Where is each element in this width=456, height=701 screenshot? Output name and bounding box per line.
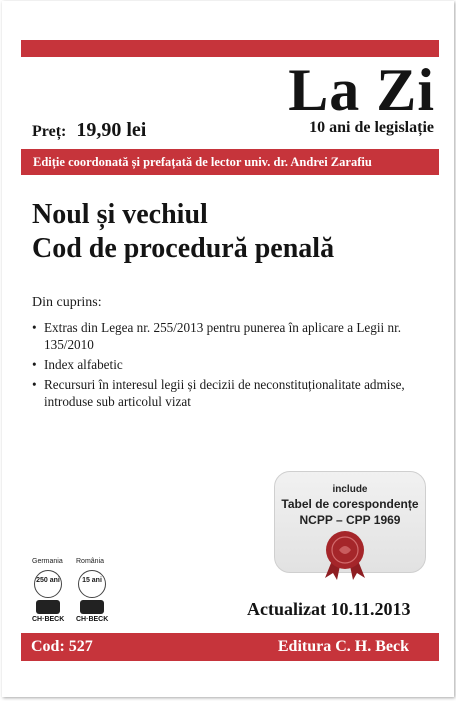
price-amount: 19,90 lei xyxy=(76,119,147,141)
badge-include: include xyxy=(332,484,368,495)
price-label: Preț: xyxy=(32,123,67,140)
book-title-line1: Noul și vechiul xyxy=(32,199,208,230)
publisher-name: Editura C. H. Beck xyxy=(277,638,409,655)
book-title-line2: Cod de procedură penală xyxy=(32,233,335,264)
list-item: • Extras din Legea nr. 255/2013 pentru punerea în aplicare a Legii nr. 135/2010 xyxy=(32,319,432,353)
badge-line2: NCPP – CPP 1969 xyxy=(299,513,401,527)
chbeck-logo-icon xyxy=(36,600,60,614)
logo-germany-name: CH·BECK xyxy=(32,616,65,623)
logo-romania-label: România xyxy=(76,558,105,565)
badge-line1: Tabel de corespondențe xyxy=(281,497,419,511)
price xyxy=(32,119,146,142)
bottom-red-bar xyxy=(21,633,439,661)
logo-romania-name: CH·BECK xyxy=(76,616,109,623)
brand-tagline: 10 ani de legislație xyxy=(309,119,434,136)
book-title xyxy=(32,198,334,266)
chbeck-logo-icon xyxy=(80,600,104,614)
publisher-logos xyxy=(32,558,120,638)
list-item: • Index alfabetic xyxy=(32,356,432,373)
logo-romania-years: 15 ani xyxy=(78,570,106,598)
top-red-bar xyxy=(21,40,439,57)
brand-title: La Zi xyxy=(288,57,435,123)
book-cover xyxy=(2,1,454,697)
logo-germany-label: Germania xyxy=(32,558,63,565)
wax-seal-icon xyxy=(319,528,371,580)
logo-germany-years: 250 ani xyxy=(34,570,62,598)
product-code: Cod: 527 xyxy=(31,638,93,655)
edition-note-bar: Ediție coordonată și prefațată de lector univ. dr. Andrei Zarafiu xyxy=(21,149,439,175)
contents-label: Din cuprins: xyxy=(32,295,102,310)
updated-date: Actualizat 10.11.2013 xyxy=(247,599,411,619)
list-item: • Recursuri în interesul legii și decizii de neconstituționalitate admise, introduse sub articolul vizat xyxy=(32,376,432,410)
contents-list xyxy=(32,319,432,413)
